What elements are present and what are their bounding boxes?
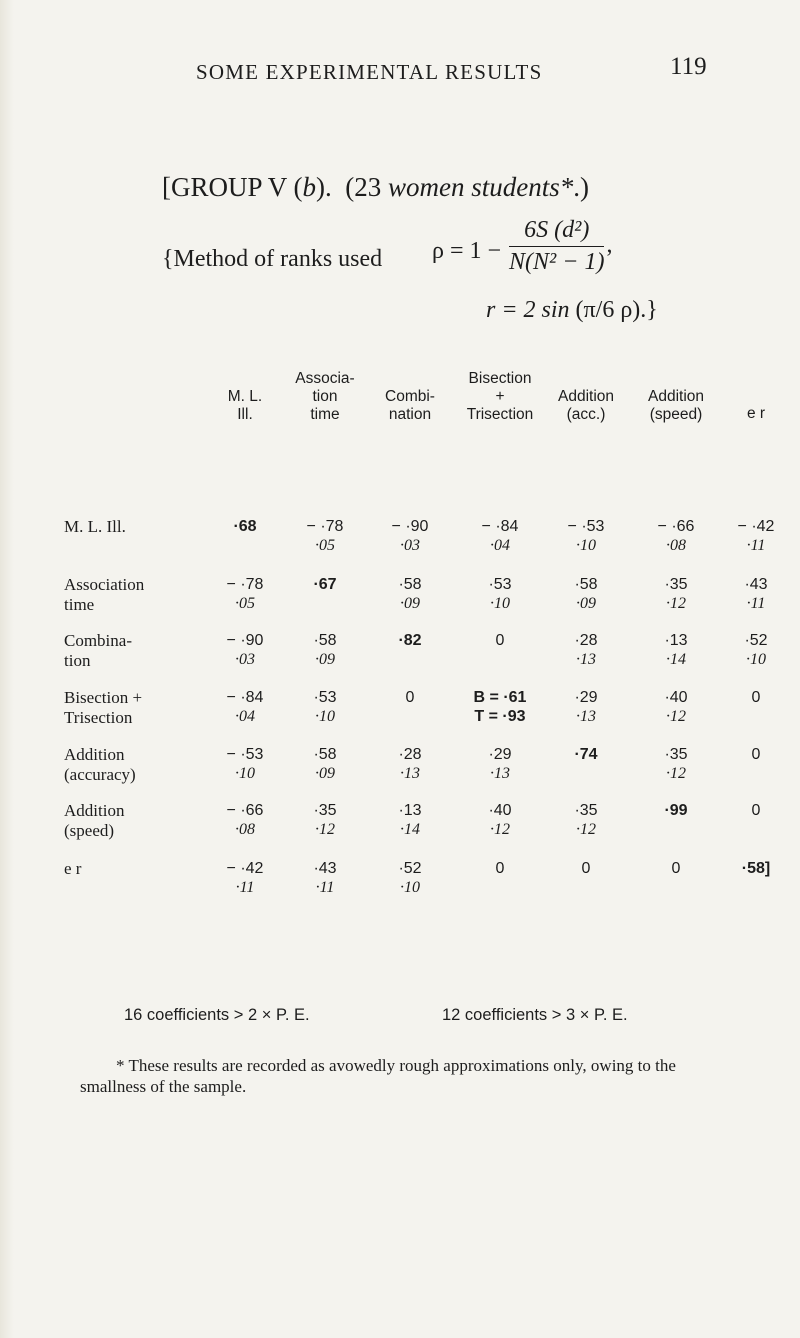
table-cell [207, 688, 283, 726]
rho-numerator: 6S (d²) [509, 217, 604, 247]
coefficient-value: − ·90 [226, 632, 264, 649]
table-cell [638, 801, 714, 820]
coefficient-value: 0 [751, 689, 761, 706]
coefficient-value: − ·84 [226, 689, 264, 706]
table-cell [372, 801, 448, 839]
coefficient-value: ·58] [741, 860, 771, 877]
probable-error-value: ·14 [400, 821, 420, 838]
table-cell [372, 631, 448, 650]
column-header: Bisection + Trisection [466, 370, 534, 423]
coefficient-value: ·43 [313, 860, 337, 877]
coefficient-value: 0 [495, 860, 505, 877]
table-cell [548, 859, 624, 878]
table-cell [372, 688, 448, 707]
coefficient-value: ·43 [744, 576, 768, 593]
probable-error-value: ·14 [666, 651, 686, 668]
table-cell [718, 631, 794, 669]
probable-error-value: ·08 [235, 821, 255, 838]
table-cell [548, 631, 624, 669]
table-cell [207, 801, 283, 839]
table-cell [462, 631, 538, 650]
table-cell [638, 859, 714, 878]
probable-error-value: T = ·93 [474, 708, 526, 725]
probable-error-value: ·09 [576, 595, 596, 612]
probable-error-value: ·03 [400, 537, 420, 554]
probable-error-value: ·04 [235, 708, 255, 725]
probable-error-value: ·09 [400, 595, 420, 612]
coefficient-value: 0 [751, 746, 761, 763]
table-cell [287, 575, 363, 594]
summary-left: 16 coefficients > 2 × P. E. [124, 1006, 310, 1024]
sample-close: .) [573, 172, 590, 202]
table-cell [207, 517, 283, 536]
column-header: Associa- tion time [295, 370, 355, 423]
r-suffix: .} [640, 297, 658, 323]
table-cell [372, 859, 448, 897]
group-title [162, 172, 589, 203]
sample-open: (23 [345, 172, 389, 202]
rho-prefix: ρ = 1 − [432, 238, 502, 265]
coefficient-value: ·35 [574, 802, 598, 819]
summary-right: 12 coefficients > 3 × P. E. [442, 1006, 628, 1024]
footnote: * These results are recorded as avowedly rough approximations only, owing to the smallness of the sample. [80, 1056, 676, 1096]
coefficient-value: ·28 [574, 632, 598, 649]
table-cell [372, 575, 448, 613]
column-header: Addition (acc.) [557, 388, 614, 423]
coefficient-value: ·82 [398, 632, 422, 649]
group-letter: b [302, 172, 317, 202]
row-label: Association time [64, 575, 145, 614]
table-cell [718, 745, 794, 764]
table-cell [638, 575, 714, 613]
probable-error-value: ·13 [576, 651, 596, 668]
coefficient-value: − ·66 [657, 518, 695, 535]
coefficient-value: − ·53 [567, 518, 605, 535]
column-header: e r [746, 405, 766, 422]
probable-error-value: ·10 [400, 879, 420, 896]
probable-error-value: ·11 [315, 879, 335, 896]
coefficient-value: ·29 [574, 689, 598, 706]
table-cell [638, 688, 714, 726]
coefficient-value: − ·78 [226, 576, 264, 593]
coefficient-value: − ·42 [737, 518, 775, 535]
table-cell [548, 575, 624, 613]
row-label: Bisection + Trisection [64, 688, 143, 727]
coefficient-value: ·74 [574, 746, 598, 763]
table-cell [718, 859, 794, 878]
group-prefix: [GROUP V ( [162, 172, 303, 202]
running-head: SOME EXPERIMENTAL RESULTS [196, 60, 543, 84]
table-cell [287, 631, 363, 669]
coefficient-value: ·67 [313, 576, 337, 593]
page-number: 119 [670, 53, 707, 80]
table-cell [462, 859, 538, 878]
table-cell [287, 745, 363, 783]
coefficient-value: ·52 [398, 860, 422, 877]
table-cell [287, 859, 363, 897]
r-formula [486, 297, 658, 324]
rho-fraction [509, 217, 604, 276]
coefficient-value: − ·66 [226, 802, 264, 819]
coefficient-value: 0 [671, 860, 681, 877]
probable-error-value: ·13 [576, 708, 596, 725]
coefficient-value: ·58 [313, 746, 337, 763]
coefficient-value: − ·53 [226, 746, 264, 763]
table-cell [718, 688, 794, 707]
probable-error-value: ·03 [235, 651, 255, 668]
probable-error-value: ·12 [576, 821, 596, 838]
coefficient-value: ·40 [488, 802, 512, 819]
coefficient-value: ·99 [664, 802, 688, 819]
table-cell [372, 517, 448, 555]
probable-error-value: ·04 [490, 537, 510, 554]
probable-error-value: ·10 [490, 595, 510, 612]
coefficient-value: ·29 [488, 746, 512, 763]
table-cell [372, 745, 448, 783]
probable-error-value: ·12 [490, 821, 510, 838]
row-label: e r [64, 859, 82, 878]
table-cell [287, 688, 363, 726]
coefficient-value: − ·42 [226, 860, 264, 877]
coefficient-value: ·35 [664, 746, 688, 763]
probable-error-value: ·11 [235, 879, 255, 896]
rho-formula [432, 217, 612, 276]
r-prefix: r = 2 sin [486, 297, 570, 323]
coefficient-value: 0 [581, 860, 591, 877]
probable-error-value: ·10 [576, 537, 596, 554]
table-cell [718, 575, 794, 613]
table-cell [462, 517, 538, 555]
coefficient-value: 0 [405, 689, 415, 706]
probable-error-value: ·05 [315, 537, 335, 554]
table-cell [638, 631, 714, 669]
coefficient-value: ·52 [744, 632, 768, 649]
sample-description: women students* [388, 172, 574, 202]
coefficient-value: ·53 [313, 689, 337, 706]
table-cell [462, 688, 538, 726]
row-label: Addition (speed) [64, 801, 125, 840]
table-cell [638, 517, 714, 555]
row-label: M. L. Ill. [64, 517, 126, 536]
coefficient-value: − ·90 [391, 518, 429, 535]
probable-error-value: ·12 [666, 765, 686, 782]
page-edge-shadow [0, 0, 14, 1338]
coefficient-value: ·13 [664, 632, 688, 649]
row-label: Addition (accuracy) [64, 745, 136, 784]
probable-error-value: ·13 [490, 765, 510, 782]
table-cell [718, 801, 794, 820]
coefficient-value: ·53 [488, 576, 512, 593]
probable-error-value: ·09 [315, 765, 335, 782]
coefficient-value: B = ·61 [473, 689, 527, 706]
table-cell [207, 575, 283, 613]
table-cell [718, 517, 794, 555]
rho-suffix: , [606, 232, 613, 259]
probable-error-value: ·10 [746, 651, 766, 668]
probable-error-value: ·12 [315, 821, 335, 838]
table-cell [207, 745, 283, 783]
coefficient-value: ·13 [398, 802, 422, 819]
coefficient-value: 0 [751, 802, 761, 819]
method-line: {Method of ranks used [162, 246, 383, 272]
table-cell [462, 801, 538, 839]
probable-error-value: ·10 [315, 708, 335, 725]
coefficient-value: ·40 [664, 689, 688, 706]
coefficient-value: ·35 [664, 576, 688, 593]
probable-error-value: ·10 [235, 765, 255, 782]
coefficient-value: ·58 [313, 632, 337, 649]
coefficient-value: ·58 [398, 576, 422, 593]
column-header: Combi- nation [385, 388, 435, 423]
table-cell [287, 801, 363, 839]
table-cell [462, 745, 538, 783]
probable-error-value: ·09 [315, 651, 335, 668]
probable-error-value: ·12 [666, 595, 686, 612]
coefficient-value: ·28 [398, 746, 422, 763]
table-cell [548, 688, 624, 726]
table-cell [638, 745, 714, 783]
probable-error-value: ·13 [400, 765, 420, 782]
probable-error-value: ·12 [666, 708, 686, 725]
coefficient-value: 0 [495, 632, 505, 649]
table-cell [462, 575, 538, 613]
table-cell [548, 517, 624, 555]
probable-error-value: ·11 [746, 537, 766, 554]
probable-error-value: ·11 [746, 595, 766, 612]
coefficient-value: − ·78 [306, 518, 344, 535]
coefficient-value: ·68 [233, 518, 257, 535]
probable-error-value: ·08 [666, 537, 686, 554]
group-suffix: ). [316, 172, 332, 202]
probable-error-value: ·05 [235, 595, 255, 612]
row-label: Combina- tion [64, 631, 132, 670]
table-cell [548, 745, 624, 764]
table-cell [207, 631, 283, 669]
column-header: Addition (speed) [647, 388, 704, 423]
rho-denominator: N(N² − 1) [509, 249, 605, 275]
table-cell [207, 859, 283, 897]
column-header: M. L. Ill. [227, 388, 263, 423]
coefficient-value: ·35 [313, 802, 337, 819]
table-cell [548, 801, 624, 839]
coefficient-value: − ·84 [481, 518, 519, 535]
coefficient-value: ·58 [574, 576, 598, 593]
table-cell [287, 517, 363, 555]
r-argument: (π/6 ρ) [575, 297, 641, 323]
